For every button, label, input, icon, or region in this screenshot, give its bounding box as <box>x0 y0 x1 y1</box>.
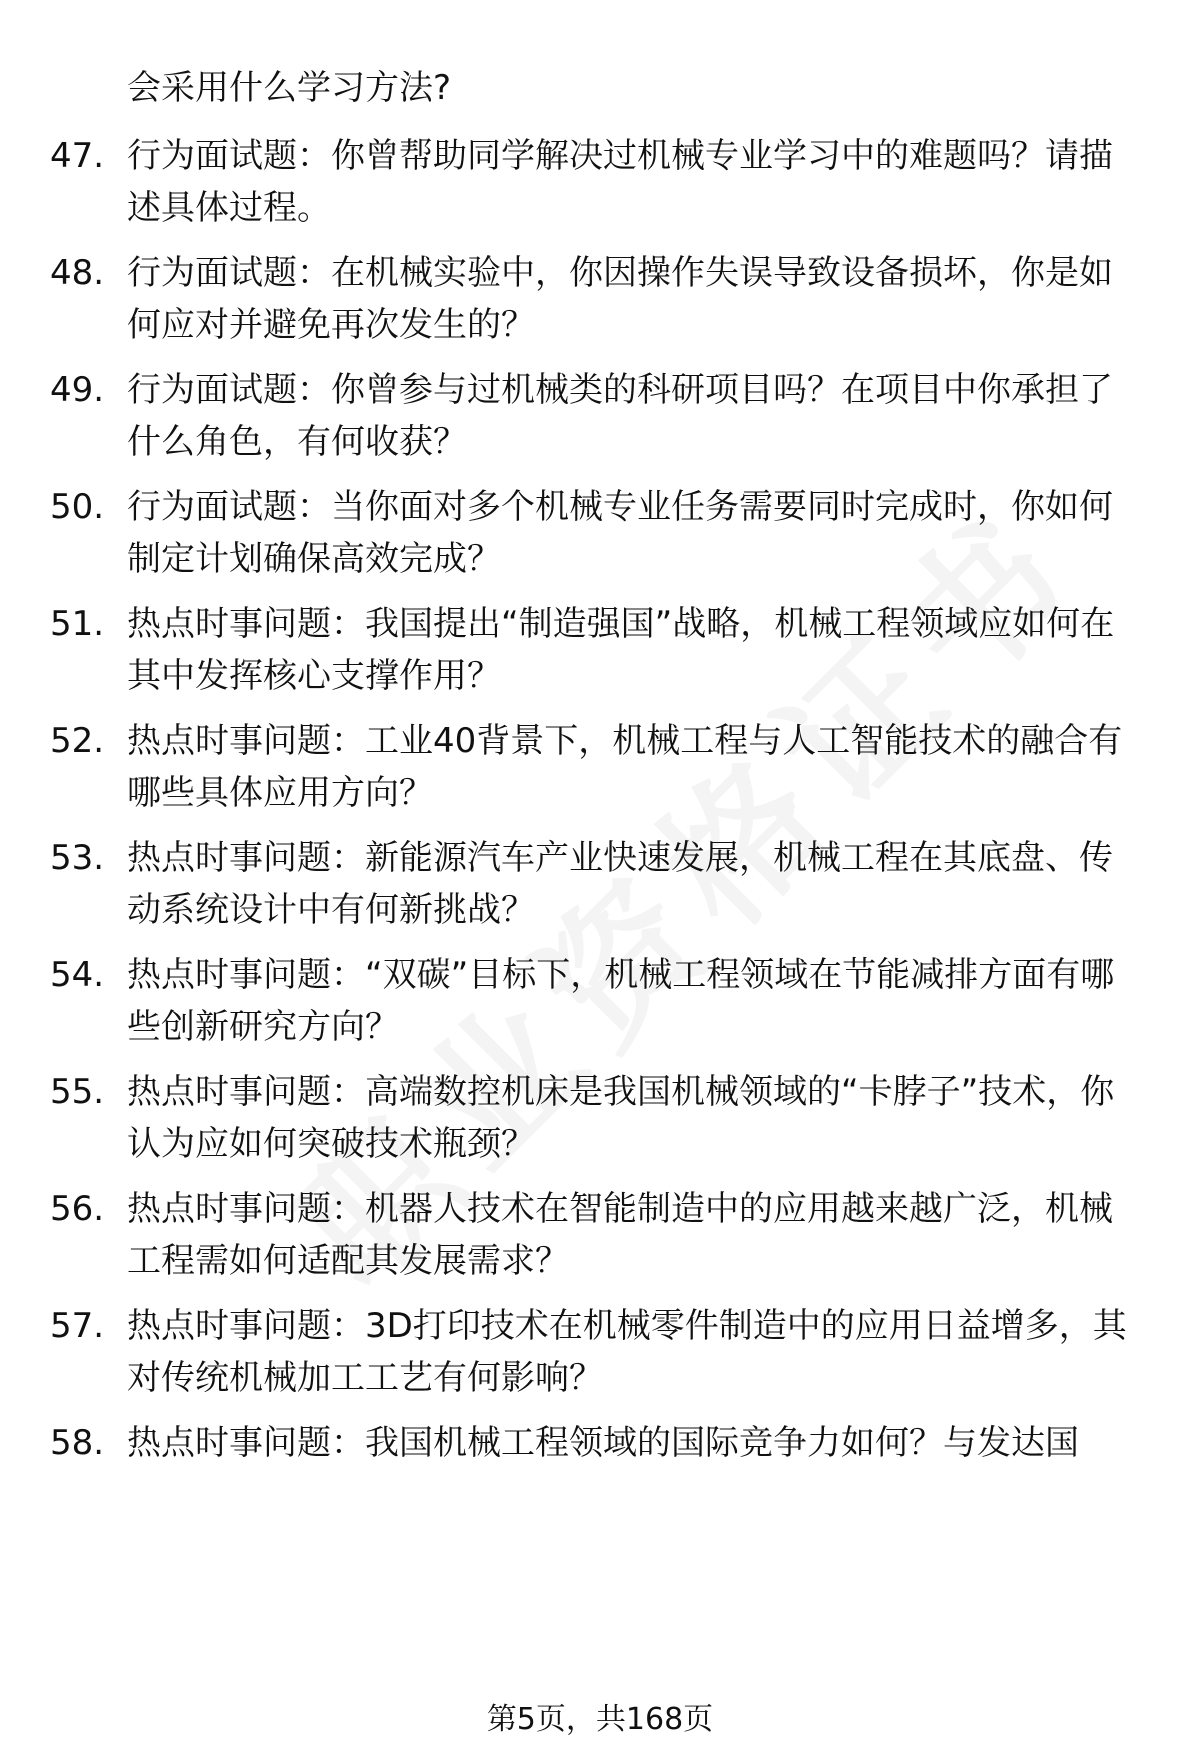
question-text: 热点时事问题：工业40背景下，机械工程与人工智能技术的融合有哪些具体应用方向？ <box>127 721 1123 813</box>
question-number: 52. <box>50 721 105 761</box>
question-number: 53. <box>50 838 105 878</box>
question-text: 热点时事问题：“双碳”目标下，机械工程领域在节能减排方面有哪些创新研究方向？ <box>127 955 1115 1047</box>
question-number: 56. <box>50 1189 105 1229</box>
question-item <box>50 715 1140 819</box>
question-number: 51. <box>50 604 105 644</box>
question-item <box>50 364 1140 468</box>
question-text: 热点时事问题：机器人技术在智能制造中的应用越来越广泛，机械工程需如何适配其发展需求？ <box>127 1189 1113 1281</box>
question-text: 热点时事问题：我国提出“制造强国”战略，机械工程领域应如何在其中发挥核心支撑作用？ <box>127 604 1115 696</box>
question-item <box>50 481 1140 585</box>
question-number: 58. <box>50 1423 105 1463</box>
question-item <box>50 1183 1140 1287</box>
question-text: 热点时事问题：我国机械工程领域的国际竞争力如何？与发达国 <box>127 1423 1079 1463</box>
question-number: 48. <box>50 253 105 293</box>
question-number: 54. <box>50 955 105 995</box>
question-text: 行为面试题：当你面对多个机械专业任务需要同时完成时，你如何制定计划确保高效完成？ <box>127 487 1113 579</box>
question-item <box>50 1300 1140 1404</box>
question-item <box>50 1417 1140 1469</box>
continuation-text: 会采用什么学习方法? <box>127 68 452 108</box>
question-number: 47. <box>50 136 105 176</box>
question-item <box>50 598 1140 702</box>
question-item <box>50 1066 1140 1170</box>
question-item <box>50 949 1140 1053</box>
question-item <box>50 130 1140 234</box>
question-text: 热点时事问题：新能源汽车产业快速发展，机械工程在其底盘、传动系统设计中有何新挑战？ <box>127 838 1113 930</box>
question-text: 热点时事问题：3D打印技术在机械零件制造中的应用日益增多，其对传统机械加工工艺有何影响？ <box>127 1306 1127 1398</box>
question-number: 55. <box>50 1072 105 1112</box>
question-text: 热点时事问题：高端数控机床是我国机械领域的“卡脖子”技术，你认为应如何突破技术瓶颈？ <box>127 1072 1115 1164</box>
question-number: 50. <box>50 487 105 527</box>
question-number: 57. <box>50 1306 105 1346</box>
question-item <box>50 832 1140 936</box>
question-item <box>50 247 1140 351</box>
question-number: 49. <box>50 370 105 410</box>
question-text: 行为面试题：在机械实验中，你因操作失误导致设备损坏，你是如何应对并避免再次发生的？ <box>127 253 1113 345</box>
question-text: 行为面试题：你曾帮助同学解决过机械专业学习中的难题吗？请描述具体过程。 <box>127 136 1113 228</box>
page-footer: 第5页，共168页 <box>486 1702 714 1737</box>
question-text: 行为面试题：你曾参与过机械类的科研项目吗？在项目中你承担了什么角色，有何收获？ <box>127 370 1113 462</box>
